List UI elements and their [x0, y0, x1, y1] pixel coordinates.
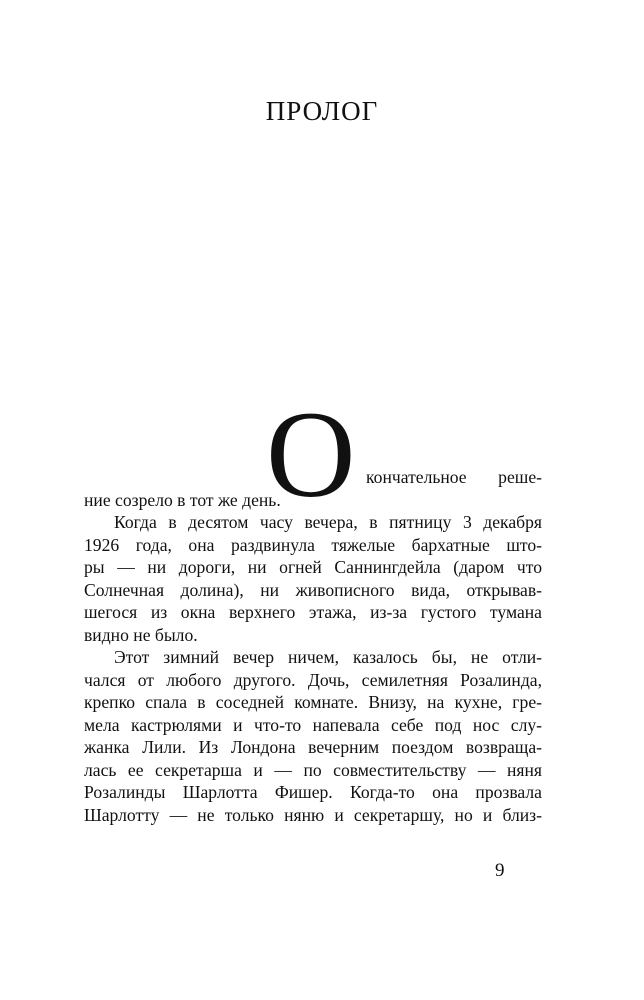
text-line: Когда в десятом часу вечера, в пятницу 3 декабря — [114, 512, 542, 532]
text-line: чался от любого другого. Дочь, семилетняя Розалинда, — [84, 669, 542, 690]
body-text — [84, 466, 542, 826]
text-line: шегося из окна верхнего этажа, из-за густого тумана — [84, 602, 542, 622]
text-line: 1926 года, она раздвинула тяжелые бархатные што- — [84, 534, 542, 555]
chapter-title: ПРОЛОГ — [265, 96, 379, 126]
text-line: Солнечная долина), ни живописного вида, открывав- — [84, 579, 542, 600]
text-line: мела кастрюлями и что-то напевала себе под нос слу- — [84, 714, 542, 735]
text-line: жанка Лили. Из Лондона вечерним поездом возвраща- — [84, 737, 542, 757]
text-line: крепко спала в соседней комнате. Внизу, на кухне, гре- — [84, 692, 542, 712]
text-line: Розалинды Шарлотта Фишер. Когда-то она прозвала — [84, 782, 542, 802]
text-line: ние созрело в тот же день. — [84, 489, 281, 510]
text-line: ры — ни дороги, ни огней Саннингдейла (даром что — [84, 557, 542, 577]
text-line: Шарлотту — не только няню и секретаршу, но и близ- — [84, 804, 542, 825]
drop-cap: О — [266, 386, 356, 523]
text-line: видно не было. — [84, 624, 198, 645]
text-line: кончательное реше- — [366, 467, 542, 487]
page-number: 9 — [495, 860, 505, 881]
text-line: Этот зимний вечер ничем, казалось бы, не отли- — [114, 647, 542, 667]
text-line: лась ее секретарша и — по совместительству — няня — [84, 759, 542, 780]
